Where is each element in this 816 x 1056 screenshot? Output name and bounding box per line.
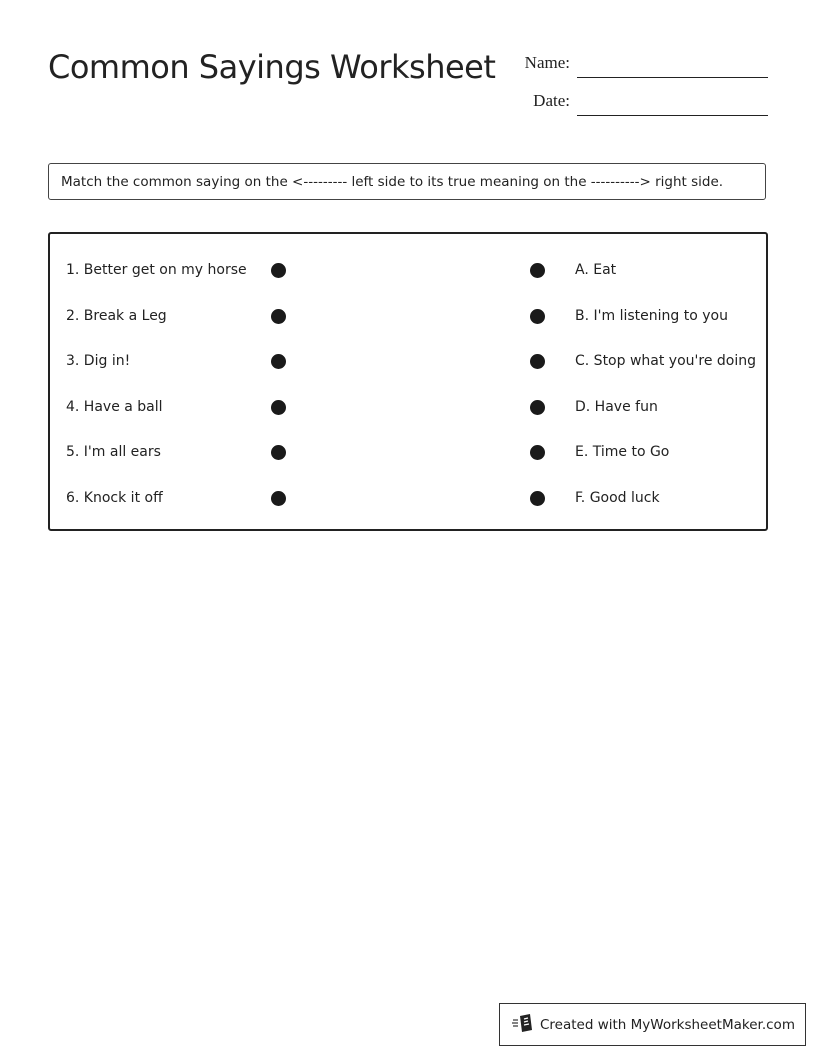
right-dot-icon[interactable] — [530, 354, 545, 369]
left-dot-icon[interactable] — [271, 491, 286, 506]
meaning: F. Good luck — [575, 490, 660, 506]
right-dot-icon[interactable] — [530, 445, 545, 460]
match-row — [50, 442, 766, 462]
meaning: E. Time to Go — [575, 444, 670, 460]
saying: 1. Better get on my horse — [66, 262, 247, 278]
date-label: Date: — [533, 91, 570, 110]
right-dot-icon[interactable] — [530, 309, 545, 324]
myworksheetmaker-logo-icon — [512, 1012, 540, 1038]
meaning: D. Have fun — [575, 399, 658, 415]
page-title: Common Sayings Worksheet — [48, 48, 496, 86]
name-field[interactable] — [577, 58, 768, 78]
match-row — [50, 397, 766, 417]
matching-section — [48, 232, 768, 531]
date-field[interactable] — [577, 96, 768, 116]
name-label: Name: — [524, 53, 570, 72]
left-dot-icon[interactable] — [271, 263, 286, 278]
left-dot-icon[interactable] — [271, 445, 286, 460]
match-row — [50, 260, 766, 280]
left-dot-icon[interactable] — [271, 309, 286, 324]
saying: 6. Knock it off — [66, 490, 163, 506]
right-dot-icon[interactable] — [530, 263, 545, 278]
left-dot-icon[interactable] — [271, 354, 286, 369]
saying: 5. I'm all ears — [66, 444, 161, 460]
match-row — [50, 306, 766, 326]
right-dot-icon[interactable] — [530, 400, 545, 415]
footer-text: Created with MyWorksheetMaker.com — [540, 1016, 795, 1033]
saying: 3. Dig in! — [66, 353, 131, 369]
saying: 2. Break a Leg — [66, 308, 167, 324]
match-row — [50, 351, 766, 371]
meaning: B. I'm listening to you — [575, 308, 728, 324]
right-dot-icon[interactable] — [530, 491, 545, 506]
match-row — [50, 488, 766, 508]
instructions: Match the common saying on the <--------- left side to its true meaning on the ----------> right side. — [48, 163, 766, 200]
footer-credit[interactable] — [499, 1003, 806, 1046]
meaning: A. Eat — [575, 262, 617, 278]
saying: 4. Have a ball — [66, 399, 163, 415]
left-dot-icon[interactable] — [271, 400, 286, 415]
meaning: C. Stop what you're doing — [575, 353, 756, 369]
